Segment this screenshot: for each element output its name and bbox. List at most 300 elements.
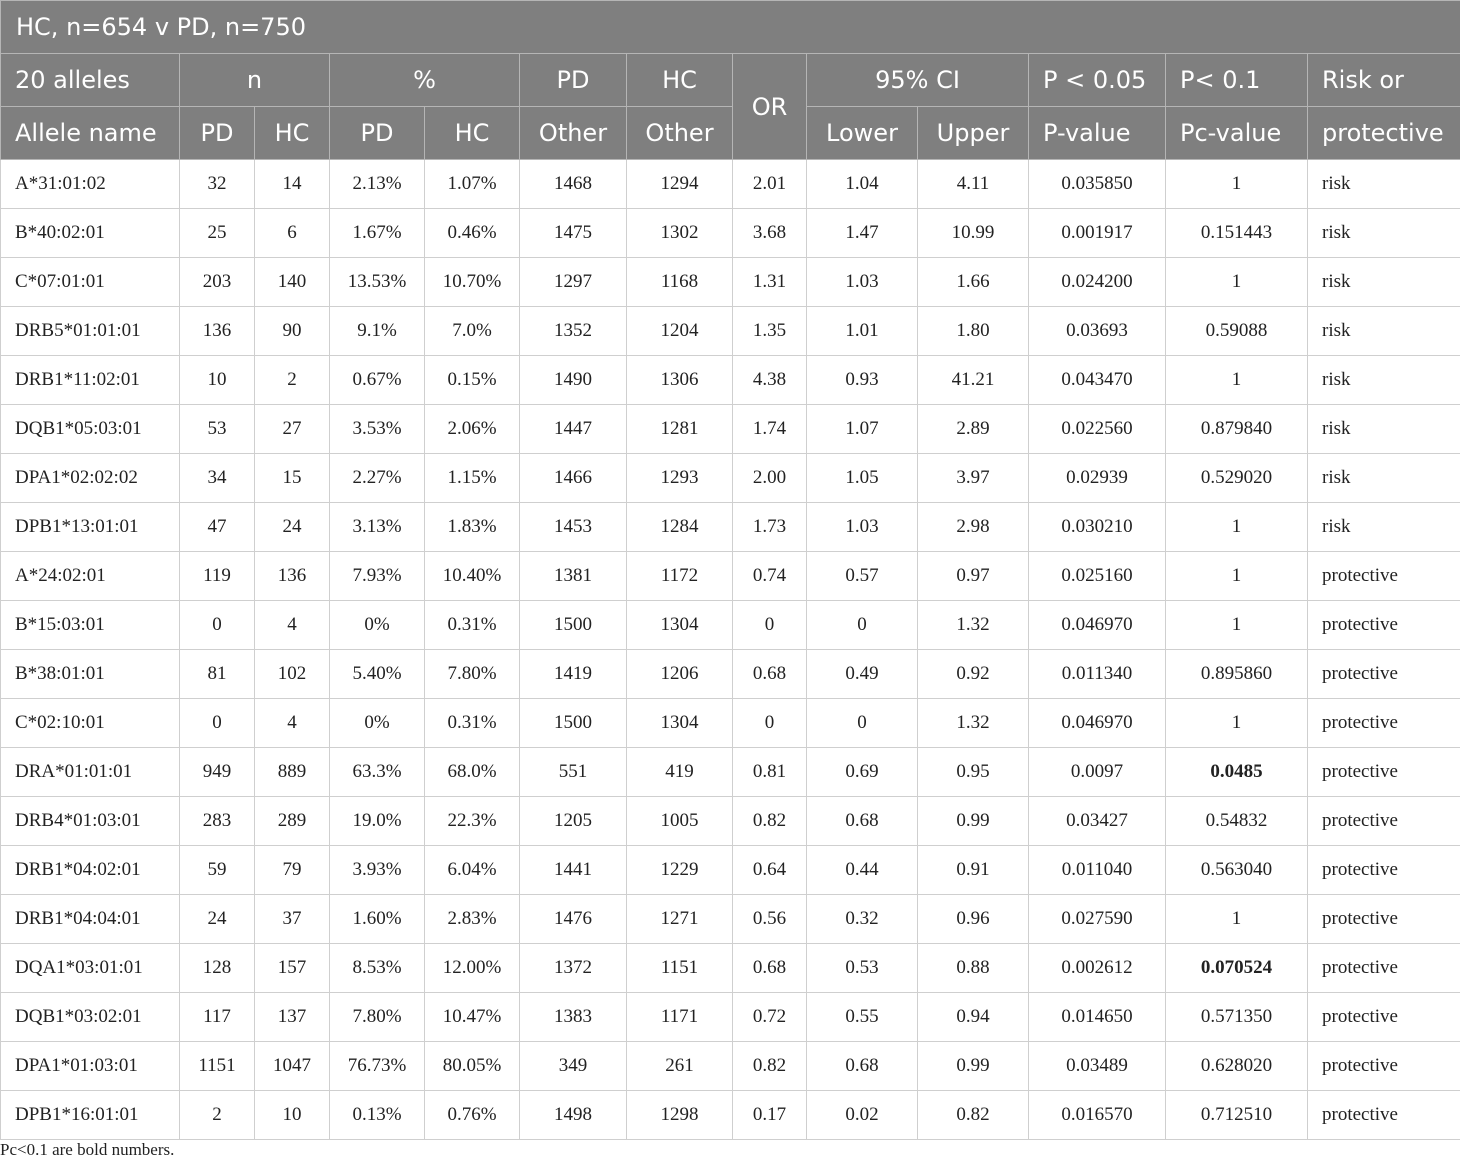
- table-title: HC, n=654 v PD, n=750: [1, 1, 1460, 54]
- cell-p-value: 0.03489: [1029, 1042, 1166, 1091]
- cell-n-pd: 136: [180, 307, 255, 356]
- cell-ci-lower: 0.69: [807, 748, 918, 797]
- cell-pct-hc: 7.0%: [425, 307, 520, 356]
- header-protective: protective: [1308, 107, 1460, 160]
- cell-n-hc: 2: [255, 356, 330, 405]
- cell-allele: A*24:02:01: [1, 552, 180, 601]
- header-allele-name: Allele name: [1, 107, 180, 160]
- cell-effect: protective: [1308, 552, 1460, 601]
- cell-ci-lower: 0.02: [807, 1091, 918, 1140]
- cell-ci-upper: 0.94: [918, 993, 1029, 1042]
- cell-pct-pd: 0%: [330, 699, 425, 748]
- cell-pct-pd: 3.93%: [330, 846, 425, 895]
- cell-n-pd: 10: [180, 356, 255, 405]
- table-row: [1, 601, 1460, 650]
- cell-pd-other: 1441: [520, 846, 627, 895]
- header-row-1: [1, 54, 1460, 107]
- cell-ci-upper: 1.80: [918, 307, 1029, 356]
- cell-pct-pd: 7.93%: [330, 552, 425, 601]
- cell-n-pd: 2: [180, 1091, 255, 1140]
- cell-hc-other: 1306: [627, 356, 733, 405]
- cell-n-hc: 14: [255, 160, 330, 209]
- cell-effect: risk: [1308, 160, 1460, 209]
- cell-ci-lower: 0.44: [807, 846, 918, 895]
- cell-pd-other: 1205: [520, 797, 627, 846]
- cell-n-pd: 949: [180, 748, 255, 797]
- table-title-row: [1, 1, 1460, 54]
- cell-allele: DRB1*04:02:01: [1, 846, 180, 895]
- cell-ci-upper: 4.11: [918, 160, 1029, 209]
- cell-n-hc: 1047: [255, 1042, 330, 1091]
- cell-allele: DPA1*01:03:01: [1, 1042, 180, 1091]
- cell-pct-pd: 3.13%: [330, 503, 425, 552]
- cell-odds-ratio: 1.74: [733, 405, 807, 454]
- cell-ci-upper: 0.82: [918, 1091, 1029, 1140]
- header-pct-pd: PD: [330, 107, 425, 160]
- cell-pc-value: 0.571350: [1166, 993, 1308, 1042]
- cell-ci-lower: 1.05: [807, 454, 918, 503]
- cell-ci-lower: 0.57: [807, 552, 918, 601]
- cell-pct-pd: 76.73%: [330, 1042, 425, 1091]
- cell-pct-hc: 10.40%: [425, 552, 520, 601]
- header-risk-or: Risk or: [1308, 54, 1460, 107]
- cell-hc-other: 419: [627, 748, 733, 797]
- cell-effect: protective: [1308, 748, 1460, 797]
- cell-pct-hc: 68.0%: [425, 748, 520, 797]
- cell-pc-value: 1: [1166, 503, 1308, 552]
- cell-ci-lower: 0.32: [807, 895, 918, 944]
- cell-odds-ratio: 4.38: [733, 356, 807, 405]
- cell-pc-value: 0.563040: [1166, 846, 1308, 895]
- cell-effect: protective: [1308, 797, 1460, 846]
- cell-p-value: 0.046970: [1029, 699, 1166, 748]
- cell-hc-other: 1206: [627, 650, 733, 699]
- cell-ci-upper: 2.98: [918, 503, 1029, 552]
- cell-pc-value: 0.529020: [1166, 454, 1308, 503]
- table-row: [1, 993, 1460, 1042]
- cell-allele: DQB1*03:02:01: [1, 993, 180, 1042]
- cell-odds-ratio: 0.72: [733, 993, 807, 1042]
- cell-odds-ratio: 0.17: [733, 1091, 807, 1140]
- cell-pct-pd: 7.80%: [330, 993, 425, 1042]
- cell-ci-upper: 1.66: [918, 258, 1029, 307]
- cell-hc-other: 1304: [627, 601, 733, 650]
- cell-ci-lower: 0.55: [807, 993, 918, 1042]
- table-row: [1, 160, 1460, 209]
- cell-ci-upper: 0.96: [918, 895, 1029, 944]
- cell-p-value: 0.043470: [1029, 356, 1166, 405]
- table-header: [1, 1, 1460, 160]
- cell-pct-hc: 6.04%: [425, 846, 520, 895]
- cell-ci-upper: 1.32: [918, 699, 1029, 748]
- cell-hc-other: 1204: [627, 307, 733, 356]
- cell-pd-other: 1490: [520, 356, 627, 405]
- cell-effect: protective: [1308, 1042, 1460, 1091]
- cell-pc-value: 0.0485: [1166, 748, 1308, 797]
- cell-allele: C*07:01:01: [1, 258, 180, 307]
- cell-allele: C*02:10:01: [1, 699, 180, 748]
- cell-pc-value: 0.628020: [1166, 1042, 1308, 1091]
- cell-pct-hc: 0.15%: [425, 356, 520, 405]
- table-row: [1, 944, 1460, 993]
- cell-effect: risk: [1308, 405, 1460, 454]
- cell-n-pd: 203: [180, 258, 255, 307]
- cell-pct-pd: 0.67%: [330, 356, 425, 405]
- cell-allele: DRB1*11:02:01: [1, 356, 180, 405]
- cell-ci-upper: 0.99: [918, 1042, 1029, 1091]
- cell-p-value: 0.0097: [1029, 748, 1166, 797]
- cell-hc-other: 1271: [627, 895, 733, 944]
- cell-effect: risk: [1308, 356, 1460, 405]
- cell-ci-lower: 0.49: [807, 650, 918, 699]
- cell-pct-hc: 1.15%: [425, 454, 520, 503]
- table-row: [1, 650, 1460, 699]
- cell-ci-lower: 0.93: [807, 356, 918, 405]
- cell-ci-lower: 0.53: [807, 944, 918, 993]
- header-hc: HC: [627, 54, 733, 107]
- cell-effect: protective: [1308, 846, 1460, 895]
- cell-pct-hc: 1.83%: [425, 503, 520, 552]
- cell-pct-pd: 63.3%: [330, 748, 425, 797]
- cell-pct-pd: 1.67%: [330, 209, 425, 258]
- cell-hc-other: 1304: [627, 699, 733, 748]
- cell-p-value: 0.011340: [1029, 650, 1166, 699]
- cell-n-hc: 27: [255, 405, 330, 454]
- cell-pd-other: 1500: [520, 699, 627, 748]
- cell-hc-other: 1302: [627, 209, 733, 258]
- cell-n-hc: 140: [255, 258, 330, 307]
- cell-ci-upper: 0.92: [918, 650, 1029, 699]
- cell-p-value: 0.025160: [1029, 552, 1166, 601]
- cell-hc-other: 1281: [627, 405, 733, 454]
- cell-allele: DRB5*01:01:01: [1, 307, 180, 356]
- cell-n-hc: 102: [255, 650, 330, 699]
- cell-effect: protective: [1308, 1091, 1460, 1140]
- cell-effect: protective: [1308, 699, 1460, 748]
- header-n: n: [180, 54, 330, 107]
- table-row: [1, 454, 1460, 503]
- cell-pc-value: 1: [1166, 160, 1308, 209]
- cell-pc-value: 0.879840: [1166, 405, 1308, 454]
- cell-pct-pd: 3.53%: [330, 405, 425, 454]
- table-row: [1, 797, 1460, 846]
- cell-p-value: 0.016570: [1029, 1091, 1166, 1140]
- cell-effect: protective: [1308, 944, 1460, 993]
- cell-n-hc: 136: [255, 552, 330, 601]
- cell-allele: DPA1*02:02:02: [1, 454, 180, 503]
- cell-p-value: 0.030210: [1029, 503, 1166, 552]
- cell-effect: protective: [1308, 650, 1460, 699]
- cell-pct-hc: 7.80%: [425, 650, 520, 699]
- cell-pd-other: 1297: [520, 258, 627, 307]
- cell-n-hc: 37: [255, 895, 330, 944]
- cell-ci-lower: 0: [807, 699, 918, 748]
- cell-hc-other: 1172: [627, 552, 733, 601]
- cell-pd-other: 1500: [520, 601, 627, 650]
- cell-odds-ratio: 2.00: [733, 454, 807, 503]
- header-alleles-count: 20 alleles: [1, 54, 180, 107]
- cell-allele: B*38:01:01: [1, 650, 180, 699]
- cell-hc-other: 1229: [627, 846, 733, 895]
- table-row: [1, 503, 1460, 552]
- cell-hc-other: 1298: [627, 1091, 733, 1140]
- cell-pct-hc: 12.00%: [425, 944, 520, 993]
- cell-pd-other: 551: [520, 748, 627, 797]
- cell-n-pd: 117: [180, 993, 255, 1042]
- cell-ci-lower: 0.68: [807, 1042, 918, 1091]
- cell-pct-hc: 2.06%: [425, 405, 520, 454]
- cell-pct-hc: 80.05%: [425, 1042, 520, 1091]
- cell-pct-hc: 10.47%: [425, 993, 520, 1042]
- header-pc-value: Pc-value: [1166, 107, 1308, 160]
- cell-pct-pd: 2.27%: [330, 454, 425, 503]
- cell-ci-lower: 1.03: [807, 258, 918, 307]
- cell-n-pd: 0: [180, 699, 255, 748]
- cell-hc-other: 261: [627, 1042, 733, 1091]
- cell-pct-hc: 0.31%: [425, 699, 520, 748]
- cell-n-hc: 137: [255, 993, 330, 1042]
- cell-odds-ratio: 3.68: [733, 209, 807, 258]
- cell-n-pd: 283: [180, 797, 255, 846]
- cell-pc-value: 0.712510: [1166, 1091, 1308, 1140]
- cell-pct-hc: 10.70%: [425, 258, 520, 307]
- cell-pd-other: 349: [520, 1042, 627, 1091]
- cell-n-hc: 15: [255, 454, 330, 503]
- cell-effect: risk: [1308, 454, 1460, 503]
- cell-allele: B*40:02:01: [1, 209, 180, 258]
- cell-pct-hc: 2.83%: [425, 895, 520, 944]
- cell-n-pd: 32: [180, 160, 255, 209]
- cell-odds-ratio: 2.01: [733, 160, 807, 209]
- cell-n-hc: 6: [255, 209, 330, 258]
- cell-odds-ratio: 0: [733, 699, 807, 748]
- cell-pd-other: 1352: [520, 307, 627, 356]
- table-row: [1, 307, 1460, 356]
- cell-pct-pd: 13.53%: [330, 258, 425, 307]
- header-pc-threshold: P< 0.1: [1166, 54, 1308, 107]
- cell-n-pd: 128: [180, 944, 255, 993]
- cell-p-value: 0.027590: [1029, 895, 1166, 944]
- cell-pct-hc: 0.31%: [425, 601, 520, 650]
- cell-ci-upper: 41.21: [918, 356, 1029, 405]
- cell-ci-upper: 0.91: [918, 846, 1029, 895]
- cell-n-hc: 4: [255, 699, 330, 748]
- cell-n-hc: 4: [255, 601, 330, 650]
- cell-odds-ratio: 1.35: [733, 307, 807, 356]
- table-row: [1, 895, 1460, 944]
- cell-n-hc: 90: [255, 307, 330, 356]
- cell-hc-other: 1171: [627, 993, 733, 1042]
- cell-ci-lower: 0: [807, 601, 918, 650]
- cell-allele: B*15:03:01: [1, 601, 180, 650]
- cell-allele: A*31:01:02: [1, 160, 180, 209]
- cell-hc-other: 1168: [627, 258, 733, 307]
- cell-ci-upper: 0.99: [918, 797, 1029, 846]
- table-row: [1, 258, 1460, 307]
- cell-ci-upper: 3.97: [918, 454, 1029, 503]
- cell-odds-ratio: 1.73: [733, 503, 807, 552]
- cell-ci-upper: 1.32: [918, 601, 1029, 650]
- cell-pc-value: 0.59088: [1166, 307, 1308, 356]
- cell-p-value: 0.011040: [1029, 846, 1166, 895]
- cell-n-hc: 10: [255, 1091, 330, 1140]
- header-n-hc: HC: [255, 107, 330, 160]
- table-row: [1, 846, 1460, 895]
- cell-odds-ratio: 0.68: [733, 650, 807, 699]
- cell-ci-upper: 10.99: [918, 209, 1029, 258]
- cell-p-value: 0.002612: [1029, 944, 1166, 993]
- cell-p-value: 0.022560: [1029, 405, 1166, 454]
- cell-pc-value: 1: [1166, 552, 1308, 601]
- cell-pct-hc: 1.07%: [425, 160, 520, 209]
- table-footnote: Pc<0.1 are bold numbers.: [0, 1140, 175, 1159]
- cell-ci-lower: 0.68: [807, 797, 918, 846]
- cell-odds-ratio: 0.74: [733, 552, 807, 601]
- header-ci-upper: Upper: [918, 107, 1029, 160]
- cell-pd-other: 1419: [520, 650, 627, 699]
- header-pct-hc: HC: [425, 107, 520, 160]
- cell-ci-upper: 0.95: [918, 748, 1029, 797]
- cell-n-pd: 25: [180, 209, 255, 258]
- cell-pct-pd: 0.13%: [330, 1091, 425, 1140]
- table-row: [1, 552, 1460, 601]
- cell-allele: DRB4*01:03:01: [1, 797, 180, 846]
- cell-ci-lower: 1.47: [807, 209, 918, 258]
- cell-effect: risk: [1308, 258, 1460, 307]
- cell-pd-other: 1468: [520, 160, 627, 209]
- cell-n-pd: 34: [180, 454, 255, 503]
- cell-pct-pd: 2.13%: [330, 160, 425, 209]
- cell-pct-pd: 0%: [330, 601, 425, 650]
- table-row: [1, 1091, 1460, 1140]
- header-pd: PD: [520, 54, 627, 107]
- cell-pct-hc: 22.3%: [425, 797, 520, 846]
- cell-pct-pd: 5.40%: [330, 650, 425, 699]
- table-row: [1, 356, 1460, 405]
- cell-hc-other: 1284: [627, 503, 733, 552]
- cell-n-pd: 81: [180, 650, 255, 699]
- cell-ci-upper: 2.89: [918, 405, 1029, 454]
- cell-allele: DRA*01:01:01: [1, 748, 180, 797]
- cell-pct-pd: 19.0%: [330, 797, 425, 846]
- cell-pct-pd: 8.53%: [330, 944, 425, 993]
- cell-pc-value: 1: [1166, 699, 1308, 748]
- header-percent: %: [330, 54, 520, 107]
- cell-p-value: 0.035850: [1029, 160, 1166, 209]
- cell-pd-other: 1381: [520, 552, 627, 601]
- table-row: [1, 699, 1460, 748]
- cell-pc-value: 1: [1166, 258, 1308, 307]
- cell-pct-hc: 0.76%: [425, 1091, 520, 1140]
- cell-effect: risk: [1308, 503, 1460, 552]
- cell-hc-other: 1005: [627, 797, 733, 846]
- cell-hc-other: 1151: [627, 944, 733, 993]
- cell-pct-hc: 0.46%: [425, 209, 520, 258]
- cell-allele: DQA1*03:01:01: [1, 944, 180, 993]
- header-odds-ratio: OR: [733, 54, 807, 160]
- cell-p-value: 0.03427: [1029, 797, 1166, 846]
- cell-p-value: 0.001917: [1029, 209, 1166, 258]
- cell-pd-other: 1372: [520, 944, 627, 993]
- cell-ci-lower: 1.01: [807, 307, 918, 356]
- cell-ci-lower: 1.04: [807, 160, 918, 209]
- cell-odds-ratio: 0.82: [733, 797, 807, 846]
- cell-n-hc: 24: [255, 503, 330, 552]
- cell-n-pd: 53: [180, 405, 255, 454]
- header-n-pd: PD: [180, 107, 255, 160]
- cell-p-value: 0.014650: [1029, 993, 1166, 1042]
- cell-n-pd: 59: [180, 846, 255, 895]
- cell-effect: protective: [1308, 601, 1460, 650]
- cell-p-value: 0.046970: [1029, 601, 1166, 650]
- table-row: [1, 405, 1460, 454]
- cell-pct-pd: 9.1%: [330, 307, 425, 356]
- header-p-value: P-value: [1029, 107, 1166, 160]
- table-row: [1, 209, 1460, 258]
- header-row-2: [1, 107, 1460, 160]
- header-confidence-interval: 95% CI: [807, 54, 1029, 107]
- cell-pd-other: 1383: [520, 993, 627, 1042]
- cell-pc-value: 1: [1166, 356, 1308, 405]
- cell-odds-ratio: 0.64: [733, 846, 807, 895]
- table-row: [1, 748, 1460, 797]
- cell-n-hc: 889: [255, 748, 330, 797]
- cell-pd-other: 1453: [520, 503, 627, 552]
- cell-pd-other: 1466: [520, 454, 627, 503]
- cell-pc-value: 1: [1166, 895, 1308, 944]
- cell-hc-other: 1293: [627, 454, 733, 503]
- cell-n-pd: 119: [180, 552, 255, 601]
- cell-n-hc: 289: [255, 797, 330, 846]
- cell-hc-other: 1294: [627, 160, 733, 209]
- cell-n-pd: 24: [180, 895, 255, 944]
- cell-pc-value: 0.54832: [1166, 797, 1308, 846]
- cell-pc-value: 0.895860: [1166, 650, 1308, 699]
- cell-effect: protective: [1308, 895, 1460, 944]
- cell-pd-other: 1475: [520, 209, 627, 258]
- table-body: [1, 160, 1460, 1140]
- cell-n-hc: 157: [255, 944, 330, 993]
- cell-p-value: 0.024200: [1029, 258, 1166, 307]
- cell-allele: DRB1*04:04:01: [1, 895, 180, 944]
- header-p-threshold: P < 0.05: [1029, 54, 1166, 107]
- cell-allele: DPB1*16:01:01: [1, 1091, 180, 1140]
- cell-allele: DQB1*05:03:01: [1, 405, 180, 454]
- cell-effect: risk: [1308, 307, 1460, 356]
- cell-ci-upper: 0.88: [918, 944, 1029, 993]
- cell-n-pd: 47: [180, 503, 255, 552]
- cell-pd-other: 1498: [520, 1091, 627, 1140]
- cell-odds-ratio: 0: [733, 601, 807, 650]
- cell-pd-other: 1447: [520, 405, 627, 454]
- table-row: [1, 1042, 1460, 1091]
- cell-odds-ratio: 0.56: [733, 895, 807, 944]
- cell-odds-ratio: 0.81: [733, 748, 807, 797]
- cell-pc-value: 0.151443: [1166, 209, 1308, 258]
- cell-pct-pd: 1.60%: [330, 895, 425, 944]
- header-hc-other: Other: [627, 107, 733, 160]
- cell-effect: protective: [1308, 993, 1460, 1042]
- cell-effect: risk: [1308, 209, 1460, 258]
- cell-p-value: 0.02939: [1029, 454, 1166, 503]
- cell-n-hc: 79: [255, 846, 330, 895]
- cell-n-pd: 0: [180, 601, 255, 650]
- cell-n-pd: 1151: [180, 1042, 255, 1091]
- cell-pc-value: 0.070524: [1166, 944, 1308, 993]
- cell-odds-ratio: 1.31: [733, 258, 807, 307]
- cell-odds-ratio: 0.82: [733, 1042, 807, 1091]
- cell-ci-lower: 1.07: [807, 405, 918, 454]
